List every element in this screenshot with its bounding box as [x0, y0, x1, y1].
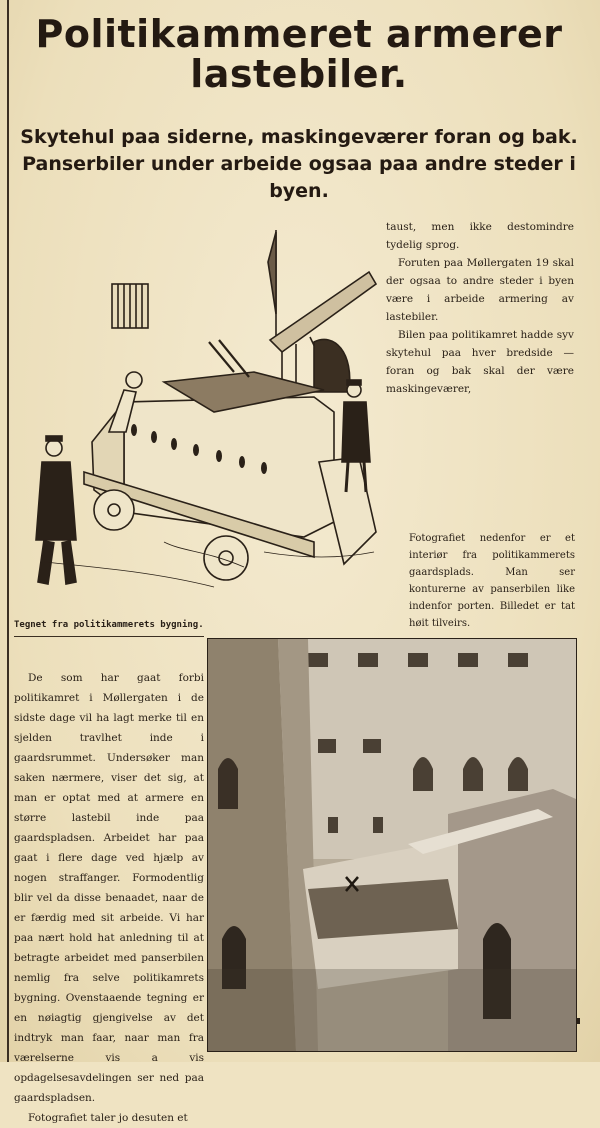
right-column-paragraph-3: Bilen paa politikamret hadde syv skytehul paa hver bredside — foran og bak skal der være maskingeværer, — [386, 329, 574, 395]
right-column-paragraph-2: Foruten paa Møllergaten 19 skal der ogsaa to andre steder i byen være i arbeide armering av lastebiler. — [386, 257, 574, 323]
drawing-caption: Tegnet fra politikammerets bygning. — [14, 620, 204, 630]
courtyard-photograph — [207, 638, 577, 1052]
subheadline: Skytehul paa siderne, maskingeværer foran og bak. Panserbiler under arbeide ogsaa paa andre steder i byen. — [20, 126, 578, 202]
section-divider — [14, 636, 204, 637]
right-column-text — [386, 218, 574, 398]
article-paragraph-1: De som har gaat forbi politikamret i Møllergaten i de sidste dage vil ha lagt merke til en sjelden travlhet inde i gaardsrummet. Undersøker man saken nærmere, viser det sig, at man er optat med at armere en større lastebil inde paa gaardspladsen. Arbeidet har paa gaat i flere dage ved hjælp av nogen straffanger. Formodentlig blir vel da disse benaadet, naar de er færdig med sit arbeide. Vi har paa nært hold hat anledning til at betragte arbeidet med panserbilen nemlig fra selve politikamrets bygning. Ovenstaaende tegning er en nøiagtig gjengivelse av det indtryk man faar, naar man fra værelserne vis a vis opdagelsesavdelingen ser ned paa gaardspladsen. — [14, 672, 204, 1104]
article-body — [14, 668, 204, 1128]
article-paragraph-2: Fotografiet taler jo desuten et — [28, 1112, 188, 1124]
armored-truck-drawing — [14, 222, 386, 612]
right-column-paragraph-1: taust, men ikke destomindre tydelig sprog. — [386, 221, 574, 251]
scan-mark — [576, 1018, 580, 1024]
page-edge-rule — [7, 0, 9, 1062]
photo-caption: Fotografiet nedenfor er et interiør fra politikammerets gaardsplads. Man ser konturerne av panserbilen like indenfor porten. Billedet er tat høit tilveirs. — [409, 533, 575, 629]
headline: Politikammeret armerer lastebiler. — [35, 12, 563, 96]
